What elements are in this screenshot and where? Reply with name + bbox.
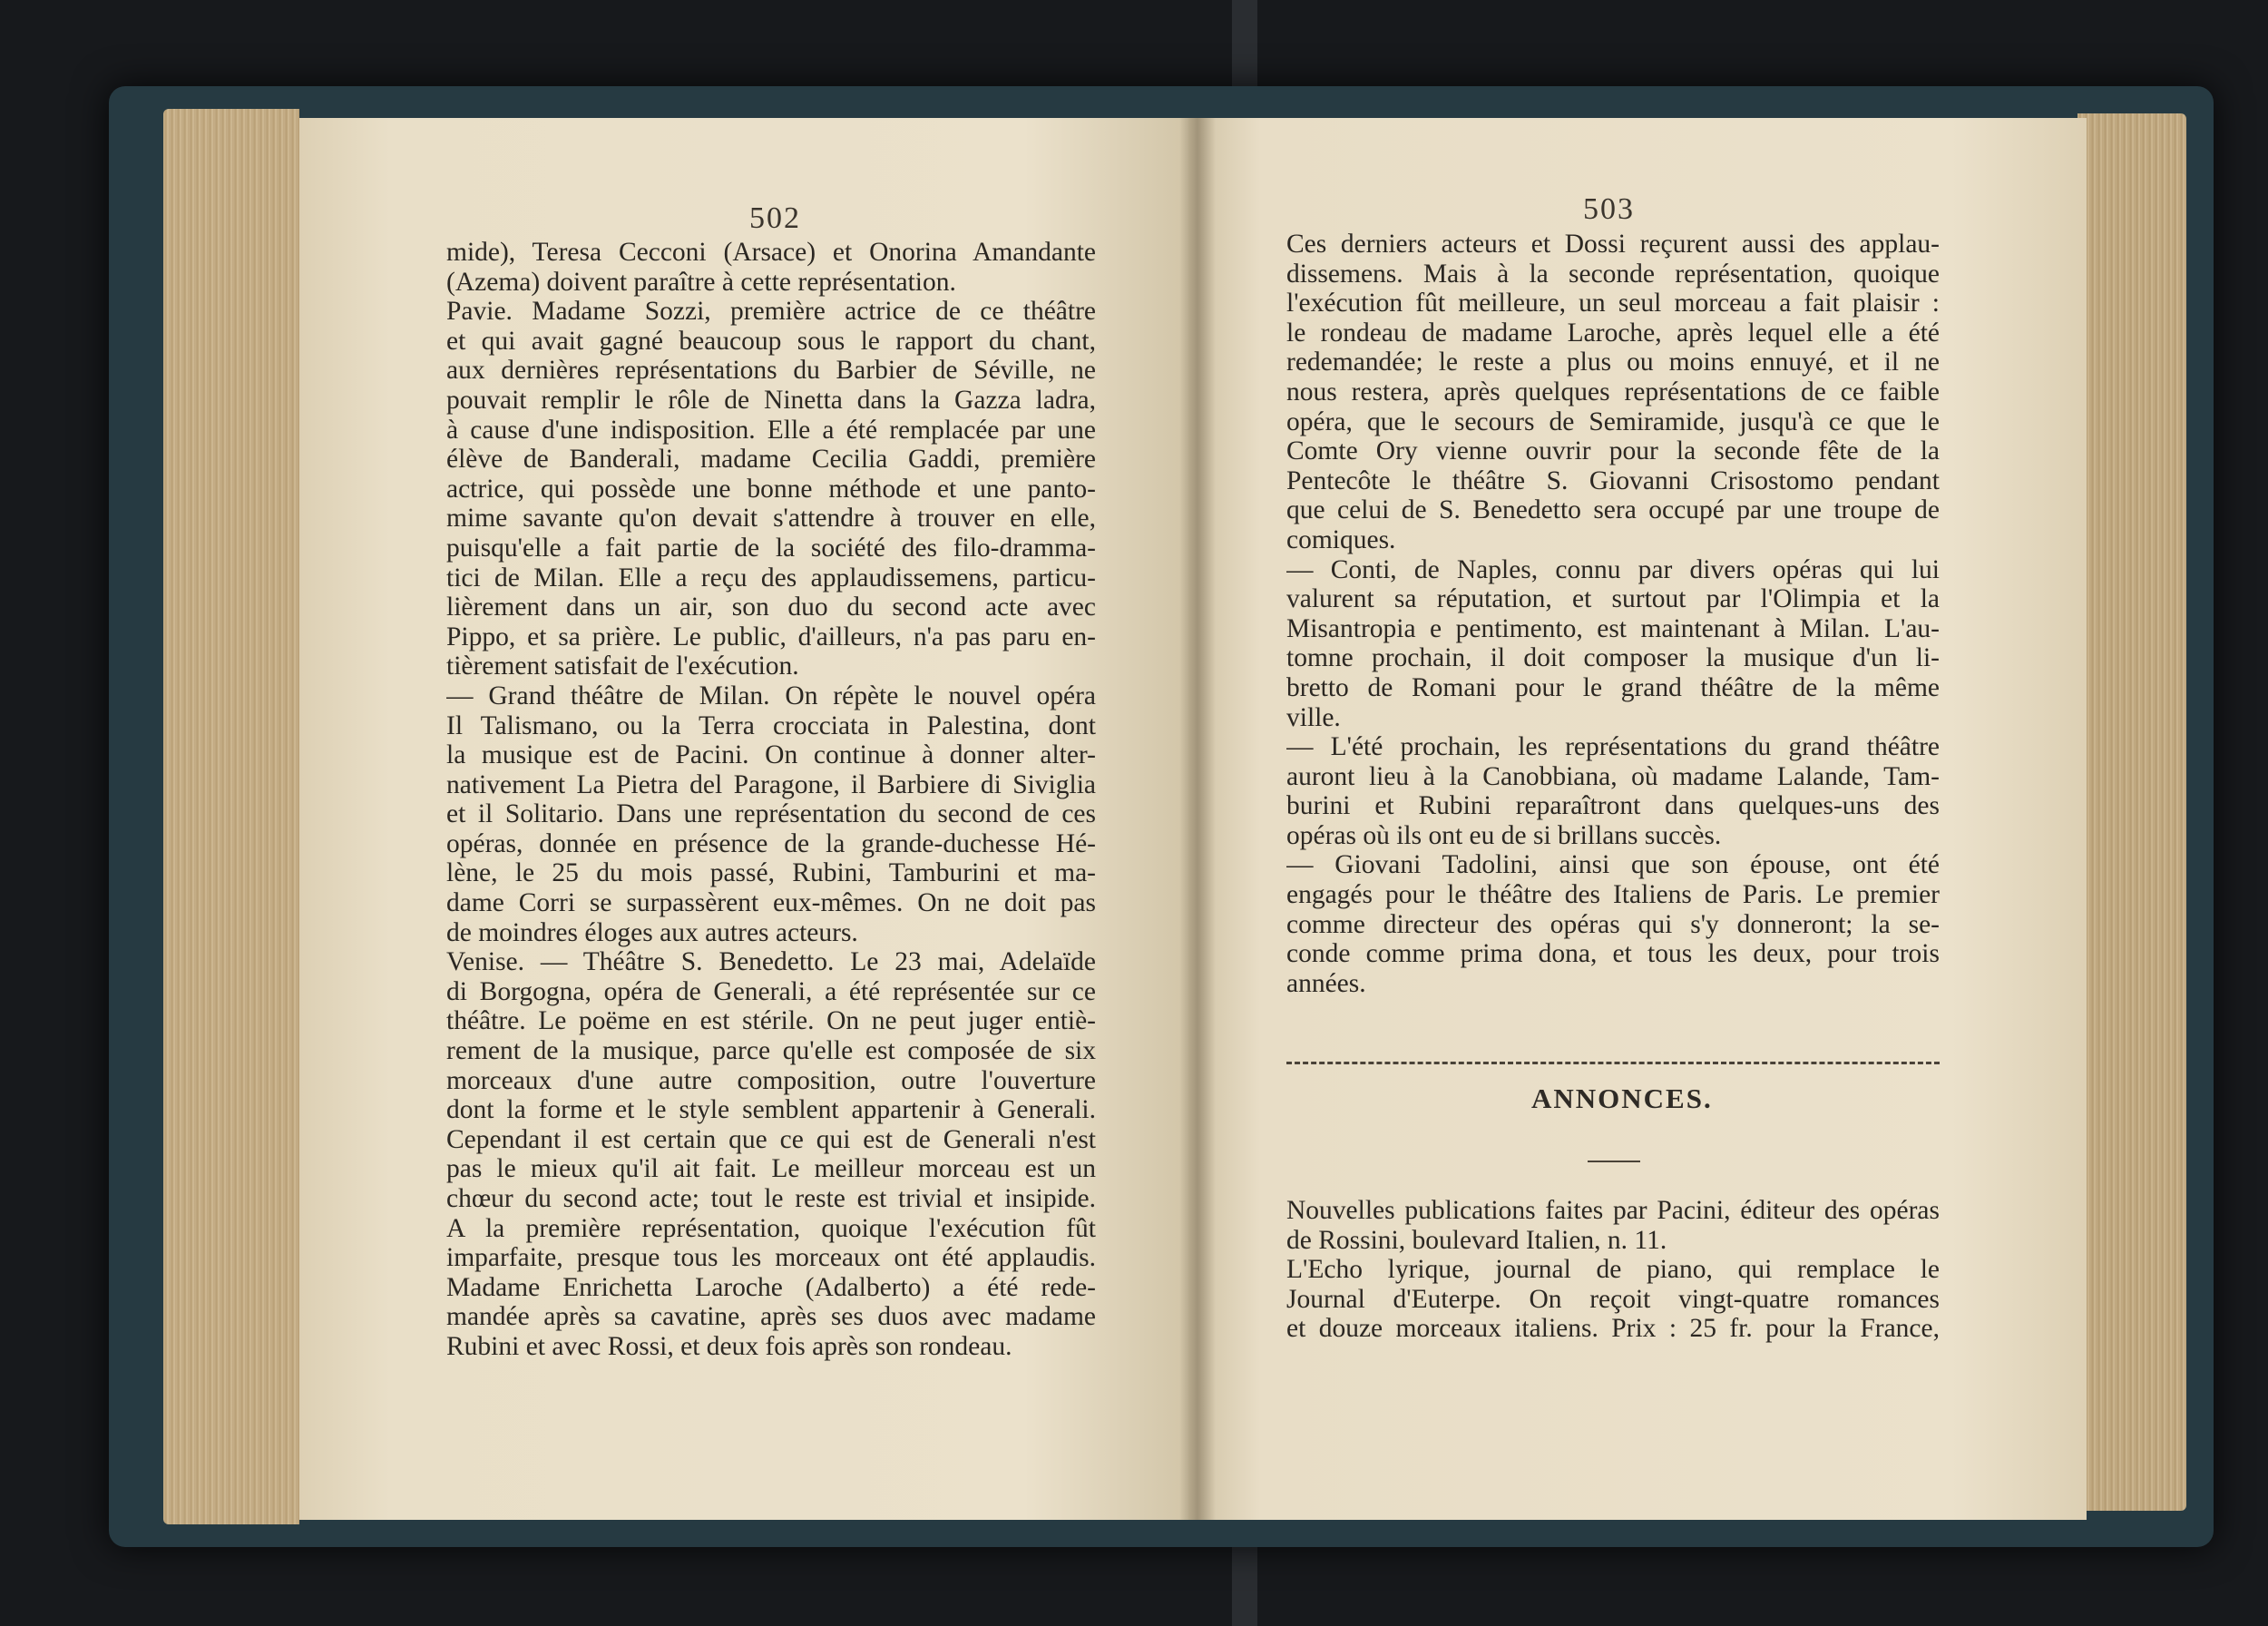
annonces-heading: ANNONCES. [1531, 1082, 1713, 1114]
text-line: de moindres éloges aux autres acteurs. [446, 917, 858, 947]
text-line: opéras où ils ont eu de si brillans succès. [1286, 820, 1722, 850]
text-line: dont la forme et le style semblent appartenir à Generali. [446, 1095, 1096, 1125]
text-line: pouvait remplir le rôle de Ninetta dans la Gazza ladra, [446, 385, 1096, 415]
text-line: ville. [1286, 702, 1341, 732]
text-line: Journal d'Euterpe. On reçoit vingt-quatre romances [1286, 1284, 1940, 1314]
text-line: nativement La Pietra del Paragone, il Barbiere di Siviglia [446, 769, 1096, 799]
text-line: et il Solitario. Dans une représentation du second de ces [446, 799, 1096, 829]
right-page-text-bottom [1286, 1196, 1940, 1344]
text-line: la musique est de Pacini. On continue à donner alter- [446, 740, 1096, 770]
text-line: Cependant il est certain que ce qui est de Generali n'est [446, 1124, 1096, 1154]
text-line: dissemens. Mais à la seconde représentation, quoique [1286, 259, 1940, 289]
left-page-number: 502 [749, 201, 801, 235]
text-line: bretto de Romani pour le grand théâtre de la même [1286, 672, 1940, 702]
text-line: Nouvelles publications faites par Pacini, éditeur des opéras [1286, 1196, 1940, 1225]
text-line: Rubini et avec Rossi, et deux fois après son rondeau. [446, 1331, 1012, 1361]
text-line: théâtre. Le poëme en est stérile. On ne peut juger entiè- [446, 1006, 1096, 1036]
text-line: imparfaite, presque tous les morceaux ont été applaudis. [446, 1243, 1096, 1273]
text-line: Pippo, et sa prière. Le public, d'ailleurs, n'a pas paru en- [446, 622, 1096, 651]
text-line: actrice, qui possède une bonne méthode et une panto- [446, 474, 1096, 504]
text-line: que celui de S. Benedetto sera occupé par une troupe de [1286, 495, 1940, 525]
text-line: l'exécution fût meilleure, un seul morceau a fait plaisir : [1286, 289, 1940, 318]
text-line: opéra, que le secours de Semiramide, jusqu'à ce que le [1286, 406, 1940, 436]
text-line: Venise. — Théâtre S. Benedetto. Le 23 mai, Adelaïde [446, 947, 1096, 977]
text-line: redemandée; le reste a plus ou moins ennuyé, et il ne [1286, 348, 1940, 377]
text-line: dame Corri se surpassèrent eux-mêmes. On ne doit pas [446, 888, 1096, 918]
text-line: de Rossini, boulevard Italien, n. 11. [1286, 1225, 1667, 1255]
text-line: morceaux d'une autre composition, outre l'ouverture [446, 1065, 1096, 1095]
text-line: L'Echo lyrique, journal de piano, qui remplace le [1286, 1255, 1940, 1285]
text-line: opéras, donnée en présence de la grande-duchesse Hé- [446, 828, 1096, 858]
text-line: Il Talismano, ou la Terra crocciata in Palestina, dont [446, 710, 1096, 740]
left-page-edges [163, 109, 299, 1524]
text-line: (Azema) doivent paraître à cette représentation. [446, 267, 956, 297]
text-line: Pentecôte le théâtre S. Giovanni Crisostomo pendant [1286, 465, 1940, 495]
text-line: Comte Ory vienne ouvrir pour la seconde fête de la [1286, 436, 1940, 466]
text-line: comme directeur des opéras qui s'y donneront; la se- [1286, 909, 1940, 939]
text-line: puisqu'elle a fait partie de la société des filo-dramma- [446, 533, 1096, 563]
text-line: Ces derniers acteurs et Dossi reçurent aussi des applau- [1286, 230, 1940, 259]
short-rule [1588, 1161, 1640, 1162]
text-line: tomne prochain, il doit composer la musique d'un li- [1286, 643, 1940, 673]
text-line: le rondeau de madame Laroche, après lequel elle a été [1286, 318, 1940, 348]
section-divider [1286, 1062, 1940, 1064]
right-page-text-top [1286, 230, 1940, 998]
text-line: à cause d'une indisposition. Elle a été remplacée par une [446, 415, 1096, 445]
text-line: auront lieu à la Canobbiana, où madame Lalande, Tam- [1286, 761, 1940, 791]
text-line: valurent sa réputation, et surtout par l'Olimpia et la [1286, 584, 1940, 614]
text-line: di Borgogna, opéra de Generali, a été représentée sur ce [446, 976, 1096, 1006]
text-line: — L'été prochain, les représentations du grand théâtre [1286, 732, 1940, 762]
text-line: et qui avait gagné beaucoup sous le rapport du chant, [446, 326, 1096, 356]
text-line: comiques. [1286, 524, 1396, 554]
right-page-number: 503 [1583, 192, 1635, 226]
text-line: mide), Teresa Cecconi (Arsace) et Onorina Amandante [446, 238, 1096, 267]
text-line: lièrement dans un air, son duo du second acte avec [446, 593, 1096, 622]
text-line: pas le mieux qu'il ait fait. Le meilleur morceau est un [446, 1154, 1096, 1184]
text-line: mandée après sa cavatine, après ses duos avec madame [446, 1302, 1096, 1332]
text-line: Pavie. Madame Sozzi, première actrice de ce théâtre [446, 297, 1096, 327]
text-line: tièrement satisfait de l'exécution. [446, 651, 799, 681]
left-page-text [446, 238, 1096, 1362]
text-line: — Conti, de Naples, connu par divers opéras qui lui [1286, 554, 1940, 584]
text-line: rement de la musique, parce qu'elle est composée de six [446, 1036, 1096, 1066]
text-line: et douze morceaux italiens. Prix : 25 fr. pour la France, [1286, 1314, 1940, 1344]
text-line: — Grand théâtre de Milan. On répète le nouvel opéra [446, 681, 1096, 710]
right-page-edges [2077, 113, 2186, 1511]
text-line: — Giovani Tadolini, ainsi que son épouse, ont été [1286, 850, 1940, 880]
text-line: chœur du second acte; tout le reste est trivial et insipide. [446, 1184, 1096, 1213]
text-line: aux dernières représentations du Barbier de Séville, ne [446, 356, 1096, 386]
text-line: années. [1286, 968, 1366, 998]
text-line: Misantropia e pentimento, est maintenant à Milan. L'au- [1286, 613, 1940, 643]
text-line: burini et Rubini reparaîtront dans quelques-uns des [1286, 791, 1940, 821]
text-line: Madame Enrichetta Laroche (Adalberto) a été rede- [446, 1272, 1096, 1302]
text-line: élève de Banderali, madame Cecilia Gaddi, première [446, 445, 1096, 475]
text-line: A la première représentation, quoique l'exécution fût [446, 1213, 1096, 1243]
book-spine-shadow [1179, 118, 1216, 1520]
text-line: nous restera, après quelques représentations de ce faible [1286, 377, 1940, 406]
text-line: lène, le 25 du mois passé, Rubini, Tamburini et ma- [446, 858, 1096, 888]
text-line: tici de Milan. Elle a reçu des applaudissemens, particu- [446, 563, 1096, 593]
text-line: conde comme prima dona, et tous les deux, pour trois [1286, 939, 1940, 969]
text-line: mime savante qu'on devait s'attendre à trouver en elle, [446, 504, 1096, 534]
text-line: engagés pour le théâtre des Italiens de Paris. Le premier [1286, 880, 1940, 910]
